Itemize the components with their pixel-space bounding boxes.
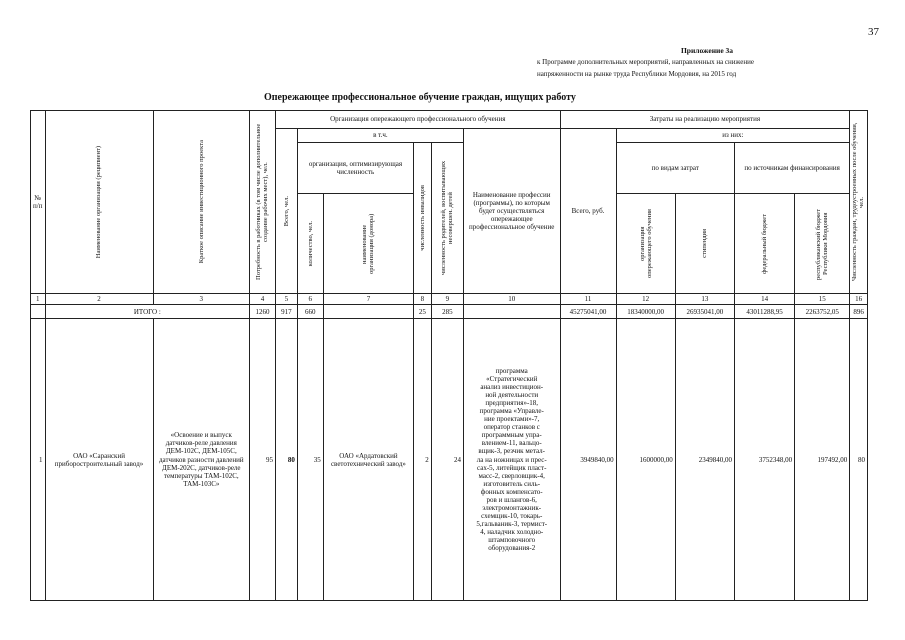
row-federal: 3752348,00	[734, 319, 794, 601]
column-number: 9	[431, 294, 463, 305]
row-total-rub: 3949840,00	[560, 319, 616, 601]
main-table	[30, 110, 868, 601]
column-numbers-row	[31, 294, 868, 305]
row-count: 35	[297, 319, 323, 601]
column-number: 10	[463, 294, 560, 305]
header-costs-group: Затраты на реализацию мероприятия	[560, 111, 850, 129]
document-title: Опережающее профессиональное обучение граждан, ищущих работу	[264, 92, 576, 103]
row-project-desc: «Освоение и выпуск датчиков-реле давления ДЕМ-102С, ДЕМ-105С, датчиков разности давлений ДЕМ-202С, датчиков-реле температуры ТАМ-102С, ТАМ-103С»	[153, 319, 250, 601]
column-number: 6	[297, 294, 323, 305]
header-stipend: стипендия	[675, 194, 734, 294]
totals-disabled: 25	[414, 305, 432, 319]
header-no: № п/п	[31, 111, 46, 294]
row-org-name: ОАО «Саранский приборостроительный завод»	[45, 319, 153, 601]
header-republic: республиканский бюджет Республики Мордовия	[795, 194, 850, 294]
row-profession: программа «Стратегический анализ инвестицион- ной деятельности предприятия»-18, программа «Управле- ние проектами»-7, оператор станков с программным упра- влением-11, вальцо- вщик-3, резчик метал- ла на ножницах и прес- сах-5, литейщик пласт- масс-2, сверловщик-4, изготовитель силь- фонных компенсато- ров и шлангов-6, электромонтажник- схемщик-10, токарь- 5,гальваник-3, термист- 4, наладчик холодно- штамповочного оборудования-2	[463, 319, 560, 601]
header-need: Потребность в работниках (в том числе дополнительное создание рабочих мест), чел.	[250, 111, 276, 294]
totals-parents: 285	[431, 305, 463, 319]
column-number: 11	[560, 294, 616, 305]
column-number: 12	[616, 294, 675, 305]
totals-need: 1260	[250, 305, 276, 319]
header-profession: Наименование профессии (программы), по которым будет осуществляться опережающее профессиональное обучение	[463, 129, 560, 294]
header-total-rub: Всего, руб.	[560, 129, 616, 294]
totals-total-rub: 45275041,00	[560, 305, 616, 319]
header-org-group: Организация опережающего профессионального обучения	[276, 111, 560, 129]
table-row	[31, 319, 868, 601]
header-optimizing: организация, оптимизирующая численность	[297, 143, 413, 194]
header-org-training: организация опережающего обучения	[616, 194, 675, 294]
row-org-training: 1600000,00	[616, 319, 675, 601]
appendix-line-1: к Программе дополнительных мероприятий, направленных на снижение	[537, 58, 754, 66]
column-number: 4	[250, 294, 276, 305]
row-republic: 197492,00	[795, 319, 850, 601]
row-disabled: 2	[414, 319, 432, 601]
column-number: 2	[45, 294, 153, 305]
header-incl: в т.ч.	[297, 129, 463, 143]
header-org-name: Наименование организации (реципиент)	[45, 111, 153, 294]
header-count: количество, чел.	[297, 194, 323, 294]
column-number: 3	[153, 294, 250, 305]
header-parents: численность родителей, воспитывающих несовершен. детей	[431, 143, 463, 294]
row-no: 1	[31, 319, 46, 601]
totals-total-people: 917	[276, 305, 298, 319]
header-project-desc: Краткое описание инвестиционного проекта	[153, 111, 250, 294]
appendix-title: Приложение 3а	[680, 46, 734, 55]
column-number: 5	[276, 294, 298, 305]
header-by-source: по источникам финансирования	[734, 143, 849, 194]
header-disabled: численность инвалидов	[414, 143, 432, 294]
totals-row	[31, 305, 868, 319]
appendix-line-2: напряженности на рынке труда Республики Мордовия, на 2015 год	[537, 70, 737, 78]
totals-empty-cell	[31, 305, 46, 319]
totals-label: ИТОГО :	[45, 305, 250, 319]
row-stipend: 2349840,00	[675, 319, 734, 601]
totals-count: 660	[297, 305, 323, 319]
totals-republic: 2263752,05	[795, 305, 850, 319]
row-parents: 24	[431, 319, 463, 601]
column-number: 1	[31, 294, 46, 305]
page-number: 37	[868, 26, 879, 38]
header-by-type: по видам затрат	[616, 143, 734, 194]
totals-federal: 43011288,95	[734, 305, 794, 319]
column-number: 8	[414, 294, 432, 305]
header-donor-name: наименование организации (донора)	[323, 194, 413, 294]
totals-donor-empty	[323, 305, 413, 319]
row-employment: 80	[850, 319, 868, 601]
row-need: 95	[250, 319, 276, 601]
column-number: 13	[675, 294, 734, 305]
column-number: 15	[795, 294, 850, 305]
header-total-people: Всего, чел.	[276, 129, 298, 294]
column-number: 14	[734, 294, 794, 305]
header-employment: Численность граждан, трудоустроенных после обучения, чел.	[850, 111, 868, 294]
row-donor-name: ОАО «Ардатовский светотехнический завод»	[323, 319, 413, 601]
totals-profession-empty	[463, 305, 560, 319]
totals-employment: 896	[850, 305, 868, 319]
totals-org-training: 18340000,00	[616, 305, 675, 319]
column-number: 16	[850, 294, 868, 305]
column-number: 7	[323, 294, 413, 305]
header-of-which: из них:	[616, 129, 850, 143]
row-total-people: 80	[276, 319, 298, 601]
totals-stipend: 26935041,00	[675, 305, 734, 319]
header-federal: федеральный бюджет	[734, 194, 794, 294]
